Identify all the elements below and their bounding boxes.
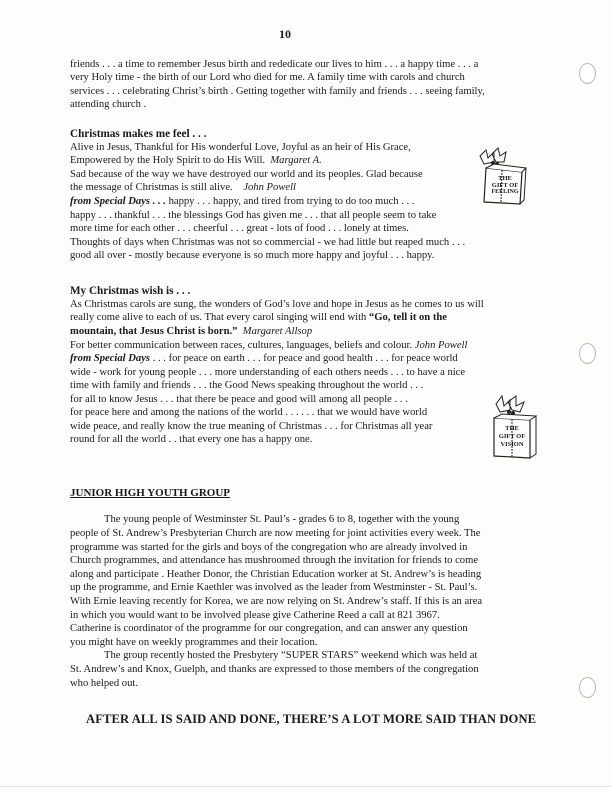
gift-feeling-label-1: THE <box>498 175 512 182</box>
intro-line: services . . . celebrating Christ’s birth . Getting together with family and friends . . . seeing family, <box>70 86 485 97</box>
feel-line: Sad because of the way we have destroyed our world and its peoples. Glad because <box>70 169 423 180</box>
binder-hole-top <box>579 63 596 84</box>
feel-text: Empowered by the Holy Spirit to do His Will. <box>70 155 266 166</box>
feel-line <box>70 182 296 194</box>
wish-quote: mountain, that Jesus Christ is born.” <box>70 326 238 337</box>
binder-hole-middle <box>579 343 596 364</box>
gift-vision-label-2: GIFT OF <box>498 433 526 440</box>
feel-line: more time for each other . . . cheerful . . . great - lots of food . . . lonely at times. <box>70 223 409 234</box>
wish-line: wide - work for young people . . . more understanding of each others needs . . . to have a nice <box>70 367 466 378</box>
wish-text: . . . for peace on earth . . . for peace and good health . . . for peace world <box>150 353 458 364</box>
feel-line: good all over - mostly because everyone is so much more happy and joyful . . . happy. <box>70 250 435 261</box>
gift-of-feeling-illustration <box>474 146 530 210</box>
wish-line <box>70 312 447 324</box>
junior-heading: JUNIOR HIGH YOUTH GROUP <box>70 487 231 499</box>
wish-source: from Special Days <box>70 353 151 364</box>
junior-para-line: along and participate . Heather Donor, the Christian Education worker at St. Andrew’s is heading <box>70 569 482 580</box>
gift-vision-label-3: VISION <box>500 441 524 448</box>
junior-para2-line: who helped out. <box>70 678 138 689</box>
feel-text: happy . . . happy, and tired from trying to do too much . . . <box>165 196 415 207</box>
wish-line: for all to know Jesus . . . that there be peace and good will among all people . . . <box>70 394 408 405</box>
wish-text: For better communication between races, cultures, languages, beliefs and colour. <box>70 340 415 351</box>
wish-line <box>70 326 312 338</box>
feel-line <box>70 196 414 208</box>
feel-line <box>70 155 322 167</box>
wish-line <box>70 353 458 365</box>
wish-line <box>70 340 467 352</box>
intro-line: attending church . <box>70 99 147 110</box>
feel-author: Margaret A. <box>270 155 322 166</box>
feel-source: from Special Days . . . <box>70 196 166 207</box>
wish-line: As Christmas carols are sung, the wonders of God’s love and hope in Jesus as he comes to us will <box>70 299 484 310</box>
feel-heading: Christmas makes me feel . . . <box>70 128 207 140</box>
wish-author: John Powell <box>414 340 468 351</box>
closing-motto: AFTER ALL IS SAID AND DONE, THERE’S A LOT MORE SAID THAN DONE <box>86 712 537 726</box>
wish-line: time with family and friends . . . the Good News speaking throughout the world . . . <box>70 380 424 391</box>
wish-heading: My Christmas wish is . . . <box>70 285 191 297</box>
gift-of-vision-illustration <box>484 394 540 462</box>
feel-text: the message of Christmas is still alive. <box>70 182 233 193</box>
feel-author: John Powell <box>243 182 296 193</box>
junior-para-line: Church programmes, and attendance has mushroomed through the invitation for friends to come <box>70 555 479 566</box>
gift-feeling-label-2: GIFT OF <box>491 182 519 189</box>
wish-line: round for all the world . . that every one has a happy one. <box>70 434 313 445</box>
junior-para2-line: The group recently hosted the Presbytery “SUPER STARS” weekend which was held at <box>104 650 478 661</box>
junior-para2-line: St. Andrew’s and Knox, Guelph, and thanks are expressed to those members of the congregation <box>70 664 479 675</box>
junior-para-line: programme was started for the girls and boys of the congregation who are already involved in <box>70 542 468 553</box>
intro-line: friends . . . a time to remember Jesus birth and rededicate our lives to him . . . a happy time . . . a <box>70 59 479 70</box>
junior-para-line: up the programme, and Ernie Kaethler was involved as the leader from Westminster - St. Paul’s. <box>70 582 478 593</box>
wish-line: for peace here and among the nations of the world . . . . . . that we would have world <box>70 407 428 418</box>
wish-text: really come alive to each of us. That every carol singing will end with <box>70 312 369 323</box>
wish-quote: “Go, tell it on the <box>368 312 447 323</box>
binder-hole-bottom <box>579 677 596 698</box>
feel-line: happy . . . thankful . . . the blessings God has given me . . . that all people seem to take <box>70 210 437 221</box>
page-number: 10 <box>279 27 291 41</box>
gift-feeling-label-3: FEELING <box>491 189 519 195</box>
wish-line: wide peace, and really know the true meaning of Christmas . . . for Christmas all year <box>70 421 433 432</box>
junior-para-line: in which you would want to be involved please give Catherine Reed a call at 821 3967. <box>70 610 440 621</box>
junior-para-line: people of St. Andrew’s Presbyterian Church are now meeting for joint activities every week. The <box>70 528 481 539</box>
feel-line: Thoughts of days when Christmas was not so commercial - we had little but reaped much . . . <box>70 237 466 248</box>
gift-vision-label-1: THE <box>505 425 519 432</box>
junior-para-line: you might have on weekly programmes and their location. <box>70 637 318 648</box>
scan-edge <box>0 786 612 787</box>
feel-line: Alive in Jesus, Thankful for His wonderful Love, Joyful as an heir of His Grace, <box>70 142 411 153</box>
intro-line: very Holy time - the birth of our Lord who died for me. A family time with carols and church <box>70 72 465 83</box>
wish-author: Margaret Allsop <box>242 326 313 337</box>
junior-para-line: With Ernie leaving recently for Korea, we are now relying on St. Andrew’s staff. If this is an area <box>70 596 483 607</box>
junior-para-line: The young people of Westminster St. Paul’s - grades 6 to 8, together with the young <box>104 514 460 525</box>
junior-para-line: Catherine is coordinator of the programme for our congregation, and can answer any question <box>70 623 468 634</box>
